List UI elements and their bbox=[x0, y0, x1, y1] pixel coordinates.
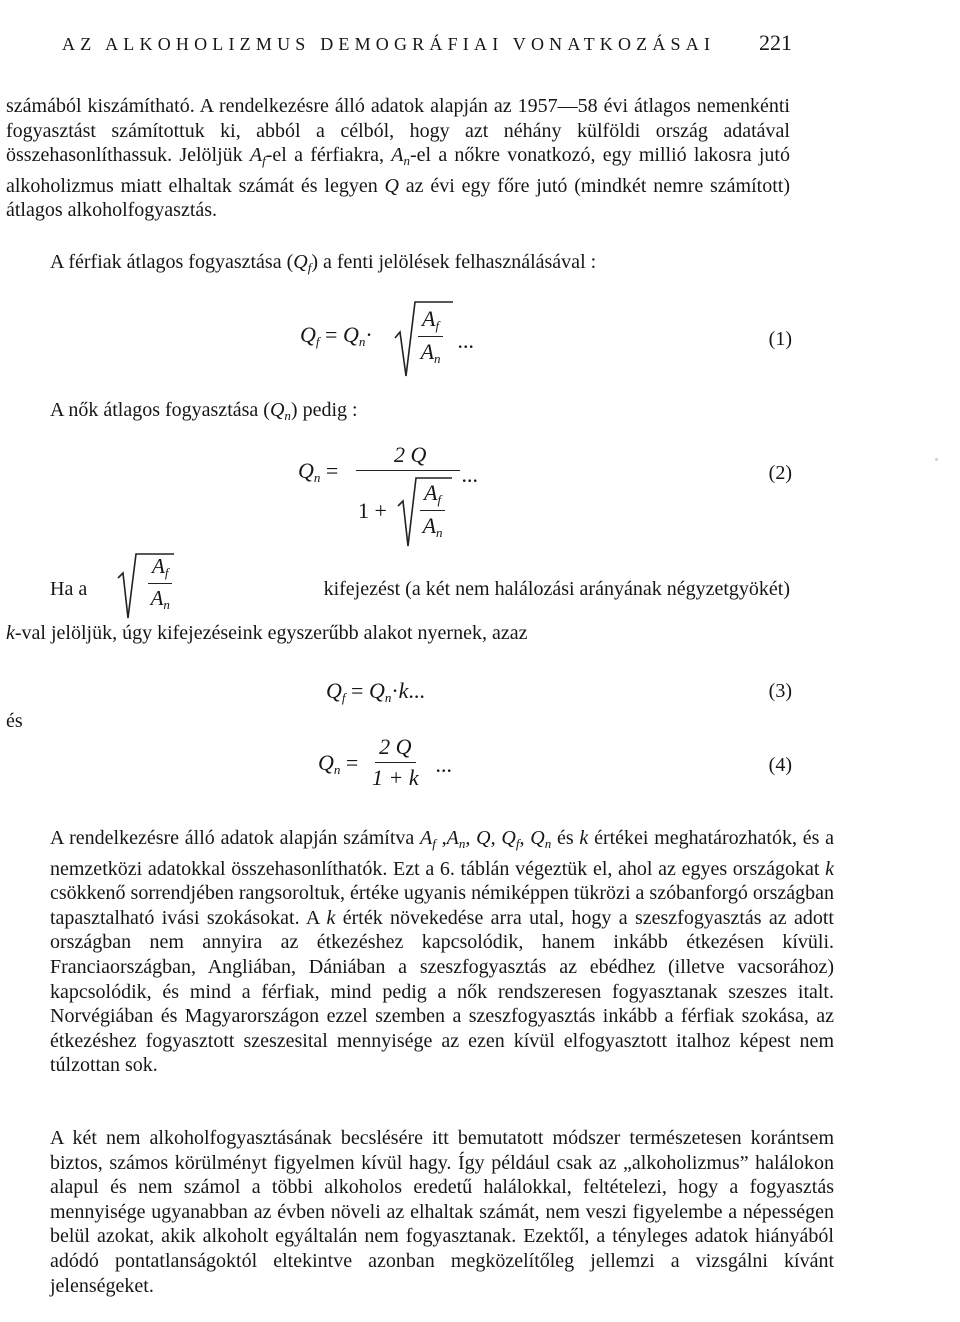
p4-num: A bbox=[152, 554, 165, 578]
eq1-lhs: Q bbox=[300, 322, 316, 347]
subscript: f bbox=[435, 318, 440, 333]
paragraph-5 bbox=[6, 826, 834, 1078]
symbol-q: Q bbox=[269, 399, 285, 421]
p1-text-d: az évi egy főre jutó (mindkét nemre számított) átlagos alkoholfogyasztás. bbox=[6, 174, 790, 222]
p4-text-b: -val jelöljük, úgy kifejezéseink egyszerűbb alakot nyernek, azaz bbox=[14, 622, 528, 644]
eq2-numerator: 2 Q bbox=[394, 442, 427, 467]
eq4-dots: ... bbox=[436, 752, 453, 777]
p2-text-b: ) a fenti jelölések felhasználásával : bbox=[311, 251, 597, 273]
ha-a-label: Ha a bbox=[50, 578, 88, 600]
eq1-num: A bbox=[422, 306, 436, 331]
eq3-q: Q bbox=[368, 678, 385, 703]
equation-2-number: (2) bbox=[768, 462, 792, 484]
es-label: és bbox=[6, 710, 23, 732]
subscript: f bbox=[432, 836, 436, 851]
eq2-inner-fraction bbox=[420, 480, 445, 541]
running-head: AZ ALKOHOLIZMUS DEMOGRÁFIAI VONATKOZÁSAI bbox=[62, 34, 716, 54]
symbol-k: k bbox=[579, 827, 589, 849]
subscript: n bbox=[434, 351, 441, 366]
subscript: f bbox=[307, 260, 312, 275]
subscript: f bbox=[315, 334, 320, 349]
eq1-q: Q bbox=[342, 322, 359, 347]
equals-sign: = bbox=[325, 322, 338, 347]
symbol-k: k bbox=[825, 857, 834, 880]
subscript: f bbox=[262, 153, 266, 169]
eq1-den: A bbox=[420, 339, 435, 364]
subscript: n bbox=[544, 836, 552, 851]
eq1-fraction bbox=[418, 306, 443, 367]
eq4-fraction bbox=[372, 734, 419, 791]
symbol-q: Q bbox=[293, 251, 308, 273]
paragraph-2 bbox=[6, 250, 790, 281]
eq4-den: 1 + k bbox=[372, 765, 419, 790]
page-number: 221 bbox=[759, 30, 792, 55]
subscript: f bbox=[341, 690, 346, 705]
subscript: n bbox=[284, 408, 291, 423]
separator: , bbox=[465, 827, 477, 849]
p5-text-d: csökkenő sorrendjében rangsoroltuk, értéke ugyanis némiképpen tükrözi a szóbanforgó országban tapasztalható ivási szokásokat. A bbox=[50, 882, 834, 929]
subscript: n bbox=[384, 690, 392, 705]
eq2-one-plus-text: 1 + bbox=[358, 498, 387, 523]
subscript: n bbox=[163, 597, 170, 612]
equals-sign: = bbox=[325, 458, 339, 483]
p4-line-2 bbox=[6, 622, 527, 645]
eq2-dots: ... bbox=[462, 462, 479, 487]
p1-text-b: -el a férfiakra, bbox=[265, 144, 392, 167]
eq1-dots: ... bbox=[458, 328, 475, 353]
eq4-lhs: Q bbox=[318, 750, 334, 775]
p1-text-a: számából kiszámítható. A rendelkezésre álló adatok alapján az 1957—58 évi átlagos nemenkénti fogyasztást számítottuk ki, abból a célból, hogy azt néhány külföldi ország adatával összehasonlíthassuk. Jelöljük bbox=[6, 95, 790, 167]
equation-3 bbox=[326, 678, 425, 706]
p3-text-b: ) pedig : bbox=[290, 399, 358, 421]
subscript: f bbox=[437, 492, 442, 507]
subscript: f bbox=[515, 836, 520, 851]
eq2-lhs: Q bbox=[298, 458, 314, 483]
equation-1 bbox=[300, 322, 373, 350]
symbol-q: Q bbox=[501, 827, 516, 849]
subscript: n bbox=[333, 762, 341, 777]
eq3-k: k bbox=[398, 678, 409, 703]
p5-text-b: és bbox=[551, 827, 580, 849]
symbol-q: Q bbox=[476, 827, 491, 849]
p1-text-c: -el a nőkre vonatkozó, egy millió lakosra jutó alkoholizmus miatt elhaltak számát és legyen bbox=[6, 144, 790, 197]
p5-text-c: értékei meghatározhatók, és a nemzetközi adatokkal összehasonlíthatók. Ezt a 6. táblán végeztük el, ahol az egyes országokat bbox=[50, 827, 835, 880]
eq2-inner-num: A bbox=[424, 480, 438, 505]
paragraph-6: A két nem alkoholfogyasztásának becslésére itt bemutatott módszer természetesen korántsem biztos, számos körülményt figyelmen kívül hagy. Így például csak az „alkoholizmus” halálokon alapul és nem számol a többi alkoholos eredetű halálokkal, feltételezi, hogy a fogyasztás mennyisége ugyanabban az évben növeli az elhaltak számát, nem veszi figyelembe a népességen belül azokat, akik alkoholt egyáltalán nem fogyasztanak. Ezektől, a tényleges adatok hiányából adódó pontatlanságoktól eltekintve azonban megközelítőleg jellemzi a vizsgálni kívánt jelenségeket. bbox=[50, 1127, 834, 1297]
symbol-a: A bbox=[446, 827, 459, 849]
eq2-one-plus bbox=[358, 498, 387, 524]
eq4-num: 2 Q bbox=[375, 734, 415, 763]
speck bbox=[935, 458, 938, 461]
symbol-a: A bbox=[391, 144, 404, 167]
separator: , bbox=[490, 827, 502, 849]
eq3-lhs: Q bbox=[326, 678, 342, 703]
equation-2-lhs bbox=[298, 458, 338, 486]
eq2-inner-den: A bbox=[422, 513, 437, 538]
p4-den: A bbox=[150, 586, 164, 610]
subscript: n bbox=[436, 525, 443, 540]
symbol-k: k bbox=[6, 622, 15, 644]
p2-text-a: A férfiak átlagos fogyasztása ( bbox=[50, 251, 294, 273]
equation-3-number: (3) bbox=[768, 680, 792, 702]
equation-1-number: (1) bbox=[768, 328, 792, 350]
subscript: n bbox=[313, 470, 321, 485]
paragraph-1 bbox=[6, 94, 790, 223]
p5-text-e: érték növekedése arra utal, hogy a szeszfogyasztás az adott országban nem annyira az étkezéshez kapcsolódik, hanem inkább étkezésen kívüli. Franciaországban, Angliában, Dániában a szeszfogyasztás az ebédhez (illetve vacsorához) kapcsolódik, és mind a férfiak, mind pedig a nők rendszeresen fogyasztanak szeszes italt. Norvégiában és Magyarországon ezzel szemben a szeszfogyasztás inkább a férfiak szokása, az étkezéshez fogyasztott szeszesital mennyisége az ezen kívül elfogyasztott italhoz képest nem túlzottan sok. bbox=[50, 906, 834, 1077]
separator: , bbox=[519, 827, 531, 849]
equation-4-lhs bbox=[318, 750, 358, 778]
subscript: n bbox=[458, 836, 466, 851]
symbol-k: k bbox=[326, 906, 336, 929]
symbol-q: Q bbox=[530, 827, 545, 849]
fraction-bar bbox=[356, 470, 460, 471]
symbol-a: A bbox=[249, 144, 263, 167]
eq3-dots: ... bbox=[408, 678, 425, 703]
symbol-q: Q bbox=[384, 174, 399, 197]
equation-4-number: (4) bbox=[768, 754, 792, 776]
p4-fraction bbox=[148, 554, 172, 613]
subscript: n bbox=[403, 153, 410, 169]
subscript: n bbox=[358, 334, 366, 349]
p4-text-a: kifejezést (a két nem halálozási arányának négyzetgyökét) bbox=[323, 578, 790, 600]
p3-text-a: A nők átlagos fogyasztása ( bbox=[50, 399, 270, 421]
equals-sign: = bbox=[345, 750, 359, 775]
page-header bbox=[62, 30, 792, 56]
paragraph-3 bbox=[6, 398, 790, 429]
equals-sign: = bbox=[351, 678, 364, 703]
subscript: f bbox=[164, 565, 169, 580]
multiply-dot: · bbox=[365, 322, 373, 347]
p5-text-a: A rendelkezésre álló adatok alapján számítva bbox=[50, 827, 421, 849]
symbol-a: A bbox=[420, 827, 433, 849]
separator: , bbox=[435, 827, 447, 849]
multiply-dot: · bbox=[391, 678, 399, 703]
